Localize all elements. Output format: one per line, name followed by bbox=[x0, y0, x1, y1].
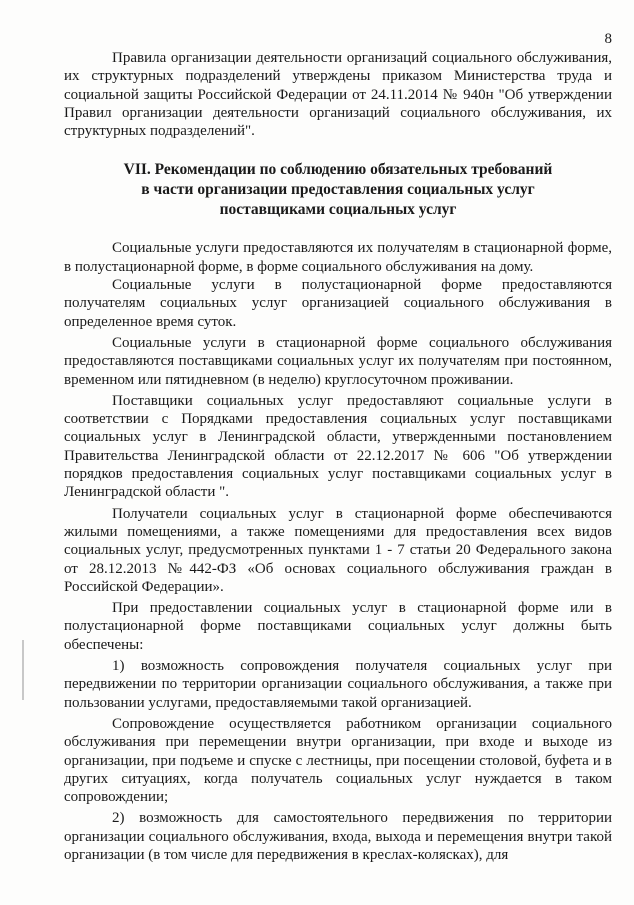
body-paragraph: Получатели социальных услуг в стационарной форме обеспечиваются жилыми помещениями, а также помещениями для предоставления всех видов социальных услуг, предусмотренных пунктами 1 - 7 статьи 20 Федерального закона от 28.12.2013 №442-ФЗ «Об основах социального обслуживания граждан в Российской Федерации». bbox=[64, 505, 612, 595]
body-paragraph: Социальные услуги в полустационарной форме предоставляются получателям социальных услуг организацией социального обслуживания в определенное время суток. bbox=[64, 277, 612, 330]
page-number: 8 bbox=[604, 31, 612, 47]
list-item-paragraph: 2) возможность для самостоятельного передвижения по территории организации социального обслуживания, входа, выхода и перемещения внутри такой организации (в том числе для передвижения в креслах-колясках), для bbox=[64, 810, 612, 863]
intro-paragraph: Правила организации деятельности организаций социального обслуживания, их структурных подразделений утверждены приказом Министерства труда и социальной защиты Российской Федерации от 24.11.2014 № 940н "Об утверждении Правил организации деятельности организаций социального обслуживания, их структурных подразделений". bbox=[64, 50, 612, 140]
section-heading-line: в части организации предоставления социальных услуг bbox=[141, 181, 535, 199]
body-paragraph: Социальные услуги в стационарной форме социального обслуживания предоставляются поставщиками социальных услуг их получателям при постоянном, временном или пятидневном (в неделю) круглосуточном проживании. bbox=[64, 334, 612, 388]
list-item-paragraph: 1) возможность сопровождения получателя социальных услуг при передвижении по территории организации социального обслуживания, а также при пользовании услугами, предоставляемыми такой организацией. bbox=[64, 658, 612, 711]
section-heading bbox=[64, 160, 612, 220]
body-paragraph: При предоставлении социальных услуг в стационарной форме или в полустационарной форме поставщиками социальных услуг должны быть обеспечены: bbox=[64, 600, 612, 653]
scan-margin-mark bbox=[22, 640, 24, 700]
page-content bbox=[64, 49, 612, 864]
body-paragraph: Социальные услуги предоставляются их получателям в стационарной форме, в полустационарной форме, в форме социального обслуживания на дому. bbox=[64, 240, 612, 275]
section-heading-line: VII. Рекомендации по соблюдению обязательных требований bbox=[123, 161, 553, 179]
body-paragraph: Сопровождение осуществляется работником организации социального обслуживания при перемещении внутри организации, при входе и выходе из организации, при подъеме и спуске с лестницы, при посещении столовой, буфета и в других ситуациях, когда получатель социальных услуг нуждается в таком сопровождении; bbox=[64, 715, 612, 806]
body-paragraph: Поставщики социальных услуг предоставляют социальные услуги в соответствии с Порядками предоставления социальных услуг поставщиками социальных услуг в Ленинградской области, утвержденными постановлением Правительства Ленинградской области от 22.12.2017 № 606 "Об утверждении порядков предоставления социальных услуг поставщиками социальных услуг в Ленинградской области ". bbox=[64, 392, 612, 501]
section-heading-line: поставщиками социальных услуг bbox=[219, 201, 457, 219]
